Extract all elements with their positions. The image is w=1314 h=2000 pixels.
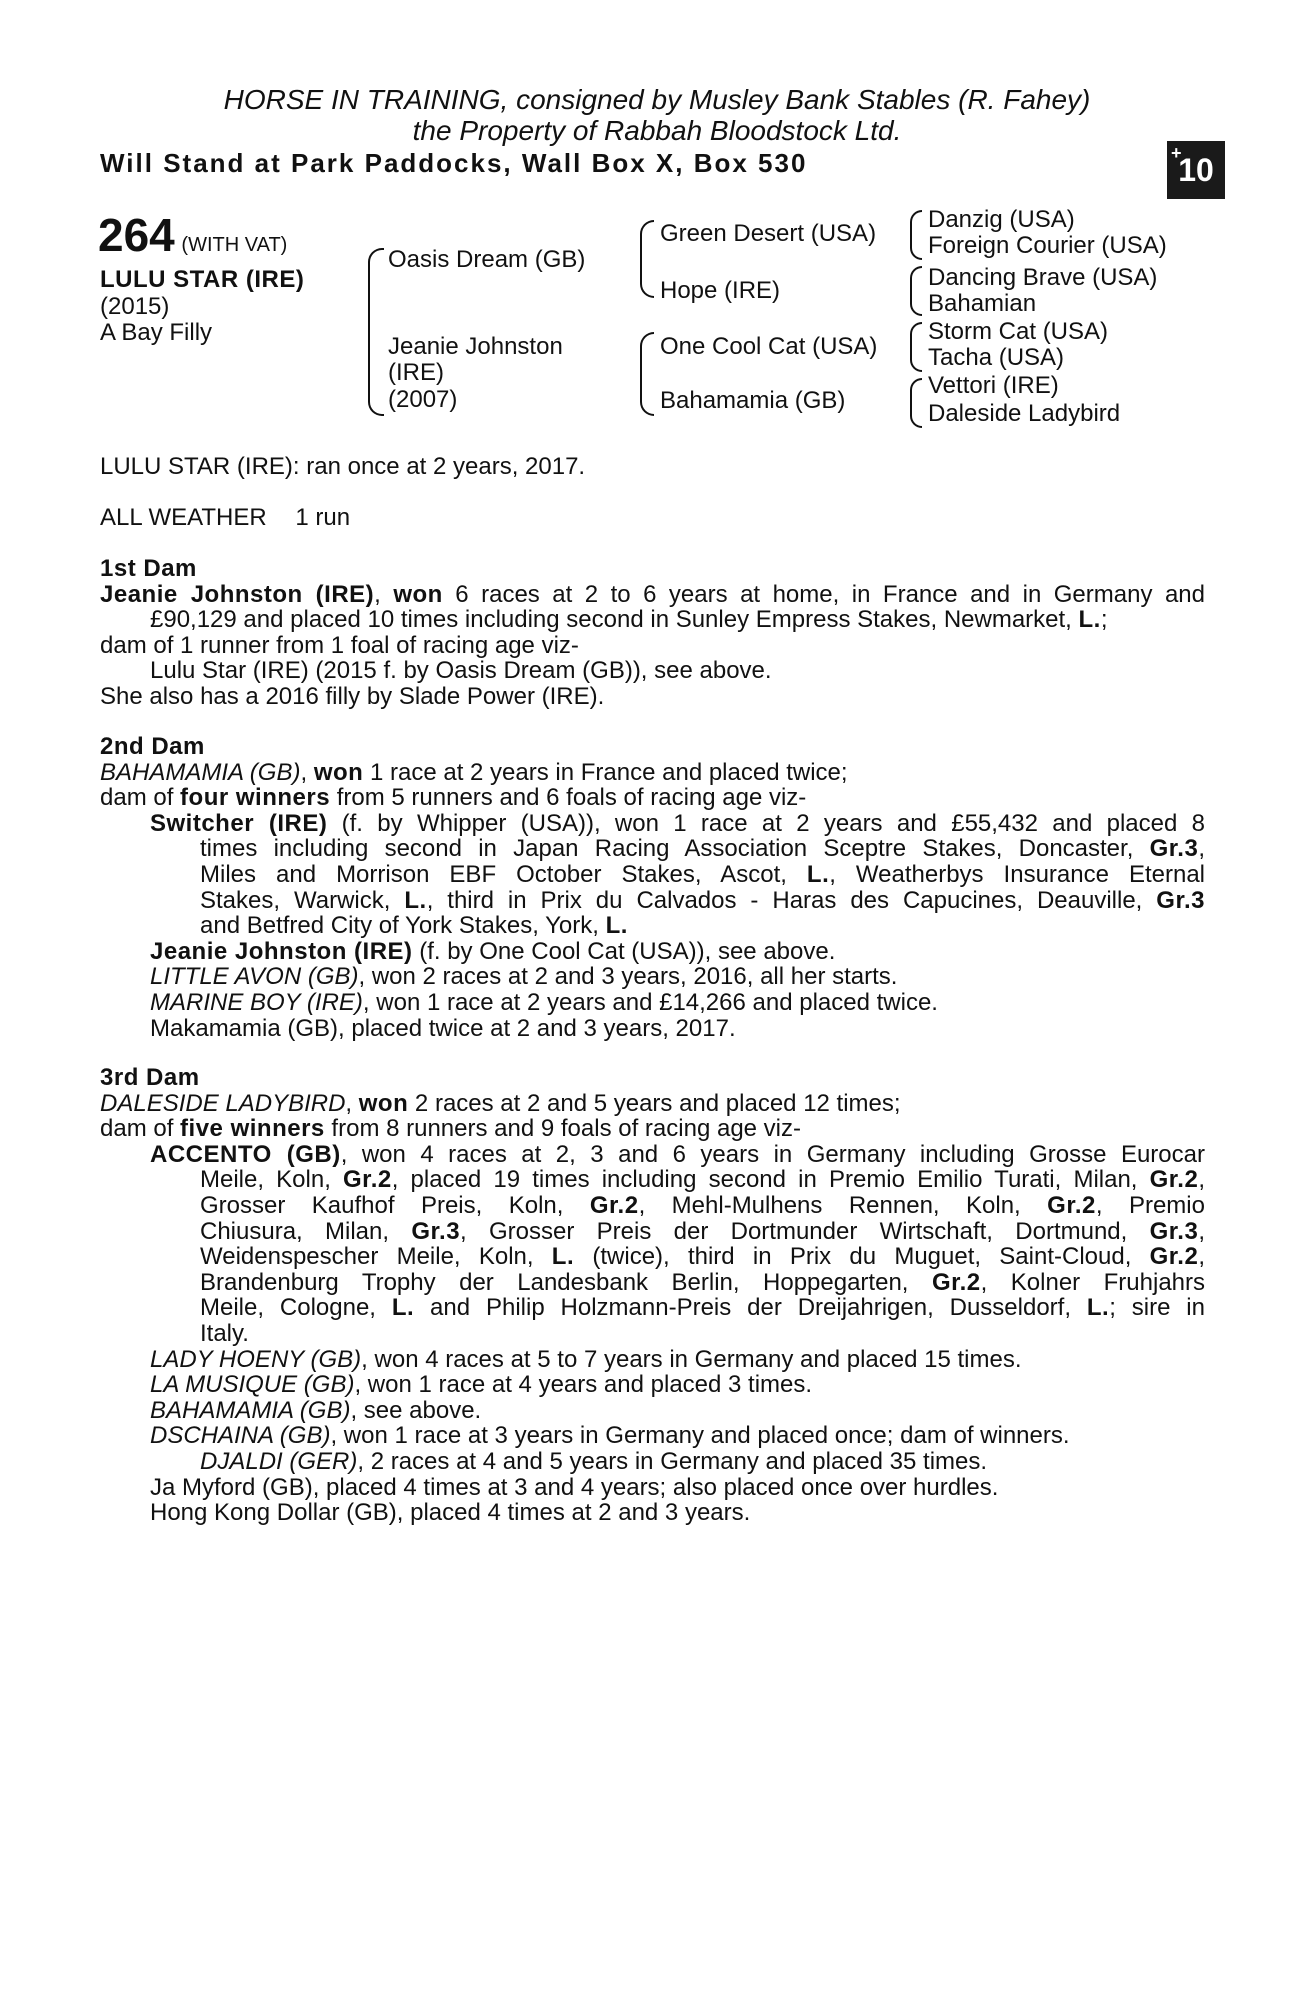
produce-name: Jeanie Johnston (IRE) <box>150 937 413 965</box>
third-dam-name: DALESIDE LADYBIRD <box>100 1089 346 1117</box>
produce-text: , <box>1198 1217 1205 1245</box>
first-dam-text: 6 races at 2 to 6 years at home, in France and in Germany and <box>442 580 1205 608</box>
second-dam-section <box>100 734 1205 1041</box>
first-dam-line: dam of 1 runner from 1 foal of racing age viz- <box>100 631 579 659</box>
produce-entry-cont <box>100 836 1205 862</box>
lot-year: (2015) <box>100 293 170 320</box>
lot-name: LULU STAR (IRE) <box>100 266 305 293</box>
produce-name: ACCENTO (GB) <box>150 1140 341 1168</box>
produce-text: , 2 races at 4 and 5 years in Germany and placed 35 times. <box>357 1447 988 1475</box>
produce-entry-cont <box>100 913 1205 939</box>
produce-text: , won 1 race at 3 years in Germany and placed once; dam of winners. <box>330 1422 1070 1450</box>
pedigree-sd: Hope (IRE) <box>660 277 781 304</box>
produce-text: , won 2 races at 2 and 3 years, 2016, all her starts. <box>358 963 898 991</box>
produce-text: times including second in Japan Racing Association Sceptre Stakes, Doncaster, <box>200 835 1150 863</box>
first-dam-section <box>100 556 1205 710</box>
produce-name: DJALDI (GER) <box>200 1447 358 1475</box>
produce-entry: Makamamia (GB), placed twice at 2 and 3 years, 2017. <box>150 1014 736 1042</box>
produce-entry <box>100 1398 1205 1424</box>
grade-label: Gr.3 <box>1149 1217 1199 1245</box>
produce-entry: Hong Kong Dollar (GB), placed 4 times at 2 and 3 years. <box>150 1499 751 1527</box>
produce-entry-cont <box>100 1244 1205 1270</box>
second-dam-text: dam of <box>100 784 181 812</box>
third-dam-line: DALESIDE LADYBIRD, won 2 races at 2 and 5 years and placed 12 times; <box>100 1089 901 1117</box>
header-location: Will Stand at Park Paddocks, Wall Box X, Box 530 <box>100 148 808 178</box>
produce-text: , Kolner Fruhjahrs <box>980 1268 1205 1296</box>
produce-text: , <box>1198 1243 1205 1271</box>
listed-label: L. <box>551 1243 575 1271</box>
produce-entry-cont <box>100 1219 1205 1245</box>
first-dam-line: She also has a 2016 filly by Slade Power (IRE). <box>100 682 605 710</box>
lot-vat: (WITH VAT) <box>181 234 288 256</box>
pedigree-dam-line3: (2007) <box>388 386 458 413</box>
pedigree-ss: Green Desert (USA) <box>660 220 877 247</box>
second-dam-line: BAHAMAMIA (GB), won 1 race at 2 years in France and placed twice; <box>100 758 848 786</box>
produce-text: (twice), third in Prix du Muguet, Saint-Cloud, <box>574 1243 1150 1271</box>
produce-name: LITTLE AVON (GB) <box>150 963 359 991</box>
pedigree-ssd: Foreign Courier (USA) <box>928 232 1167 259</box>
produce-name: BAHAMAMIA (GB) <box>150 1396 351 1424</box>
race-record: LULU STAR (IRE): ran once at 2 years, 2017. <box>100 453 586 480</box>
listed-label: L. <box>806 860 830 888</box>
produce-text: Meile, Cologne, <box>200 1294 392 1322</box>
brace-gen3-2 <box>910 266 922 316</box>
produce-text: , placed 19 times including second in Premio Emilio Turati, Milan, <box>391 1166 1150 1194</box>
pedigree-dam-line1: Jeanie Johnston <box>388 333 563 360</box>
grade-label: Gr.2 <box>589 1191 639 1219</box>
produce-text: Miles and Morrison EBF October Stakes, Ascot, <box>200 860 807 888</box>
first-dam-line: Jeanie Johnston (IRE), won 6 races at 2 to 6 years at home, in France and in Germany and <box>100 580 1205 608</box>
produce-text: , <box>1198 1166 1205 1194</box>
lot-badge <box>1167 141 1225 199</box>
produce-entry-cont: Italy. <box>200 1319 249 1347</box>
produce-text: Grosser Kaufhof Preis, Koln, <box>200 1191 590 1219</box>
won-label: won <box>358 1089 409 1117</box>
pedigree-dss: Storm Cat (USA) <box>928 318 1109 345</box>
grade-label: Gr.3 <box>1156 886 1205 914</box>
lot-description: A Bay Filly <box>100 319 213 346</box>
grade-label: Gr.2 <box>343 1166 392 1194</box>
surface-record <box>100 504 350 532</box>
won-label: won <box>393 580 443 608</box>
produce-text: Stakes, Warwick, <box>200 886 405 914</box>
brace-gen1 <box>368 248 384 416</box>
pedigree-sss: Danzig (USA) <box>928 206 1075 233</box>
pedigree-sire: Oasis Dream (GB) <box>388 246 586 273</box>
pedigree-dam-line2: (IRE) <box>388 359 444 386</box>
produce-name: MARINE BOY (IRE) <box>150 988 363 1016</box>
produce-name: LA MUSIQUE (GB) <box>150 1371 355 1399</box>
produce-entry-cont <box>100 1193 1205 1219</box>
brace-gen3-3 <box>910 322 922 372</box>
third-dam-line <box>100 1116 1205 1142</box>
pedigree-sds: Dancing Brave (USA) <box>928 264 1158 291</box>
produce-entry: Ja Myford (GB), placed 4 times at 3 and 4 years; also placed once over hurdles. <box>150 1473 999 1501</box>
produce-entry <box>100 1372 1205 1398</box>
grade-label: Gr.2 <box>1047 1191 1096 1219</box>
second-dam-line <box>100 785 1205 811</box>
first-dam-text: £90,129 and placed 10 times including second in Sunley Empress Stakes, Newmarket, <box>150 606 1079 634</box>
produce-name: LADY HOENY (GB) <box>150 1345 362 1373</box>
third-dam-heading: 3rd Dam <box>100 1064 200 1091</box>
first-dam-heading: 1st Dam <box>100 555 197 582</box>
produce-text: , Premio <box>1095 1191 1205 1219</box>
second-dam-heading: 2nd Dam <box>100 733 205 760</box>
header-consignor: HORSE IN TRAINING, consigned by Musley Bank Stables (R. Fahey) <box>223 84 1091 115</box>
produce-text: , third in Prix du Calvados - Haras des Capucines, Deauville, <box>426 886 1157 914</box>
second-dam-text: from 5 runners and 6 foals of racing age viz- <box>330 784 807 812</box>
lot-number: 264 <box>98 209 175 261</box>
produce-entry-cont <box>100 1295 1205 1321</box>
produce-text: , Mehl-Mulhens Rennen, Koln, <box>638 1191 1048 1219</box>
brace-gen3-1 <box>910 210 922 260</box>
produce-entry <box>100 1142 1205 1168</box>
produce-text: and Philip Holzmann-Preis der Dreijahrigen, Dusseldorf, <box>414 1294 1087 1322</box>
grandproduce-entry <box>100 1449 1205 1475</box>
produce-text: Brandenburg Trophy der Landesbank Berlin, Hoppegarten, <box>200 1268 932 1296</box>
second-dam-name: BAHAMAMIA (GB) <box>100 758 301 786</box>
listed-label: L. <box>1078 606 1101 634</box>
first-dam-name: Jeanie Johnston (IRE) <box>100 580 375 608</box>
pedigree-ddd: Daleside Ladybird <box>928 400 1121 427</box>
produce-entry <box>100 811 1205 837</box>
won-label: won <box>313 758 364 786</box>
produce-text: (f. by Whipper (USA)), won 1 race at 2 years and £55,432 and placed 8 <box>327 809 1206 837</box>
third-dam-text: from 8 runners and 9 foals of racing age viz- <box>324 1115 802 1143</box>
brace-gen3-4 <box>910 378 922 428</box>
winners-count: four winners <box>180 784 331 812</box>
grade-label: Gr.2 <box>931 1268 981 1296</box>
produce-text: , Weatherbys Insurance Eternal <box>829 860 1206 888</box>
produce-text: Meile, Koln, <box>200 1166 344 1194</box>
produce-entry <box>100 1423 1205 1449</box>
produce-text: , Grosser Preis der Dortmunder Wirtschaft, Dortmund, <box>460 1217 1150 1245</box>
produce-entry-cont <box>100 1167 1205 1193</box>
lot-heading <box>98 208 287 262</box>
second-dam-text: 1 race at 2 years in France and placed twice; <box>363 758 848 786</box>
pedigree-dd: Bahamamia (GB) <box>660 387 846 414</box>
produce-name: DSCHAINA (GB) <box>150 1422 331 1450</box>
produce-text: ; sire in <box>1109 1294 1205 1322</box>
brace-gen2-sire <box>640 220 654 298</box>
third-dam-section <box>100 1065 1205 1526</box>
pedigree-sdd: Bahamian <box>928 290 1037 317</box>
pedigree-dds: Vettori (IRE) <box>928 372 1059 399</box>
produce-text: , won 4 races at 5 to 7 years in Germany and placed 15 times. <box>361 1345 1022 1373</box>
pedigree-ds: One Cool Cat (USA) <box>660 333 878 360</box>
produce-entry <box>100 964 1205 990</box>
grade-label: Gr.2 <box>1149 1243 1199 1271</box>
produce-text: , won 1 race at 2 years and £14,266 and placed twice. <box>362 988 938 1016</box>
brace-gen2-dam <box>640 332 654 416</box>
pedigree-dsd: Tacha (USA) <box>928 344 1065 371</box>
surface-label: ALL WEATHER <box>100 504 267 531</box>
first-dam-line <box>100 607 1205 633</box>
produce-text: , <box>1198 835 1205 863</box>
produce-entry-cont <box>100 862 1205 888</box>
produce-entry-cont <box>100 888 1205 914</box>
winners-count: five winners <box>180 1115 325 1143</box>
grade-label: Gr.3 <box>1149 835 1199 863</box>
produce-entry <box>100 990 1205 1016</box>
produce-text: , see above. <box>350 1396 482 1424</box>
produce-text: Weidenspescher Meile, Koln, <box>200 1243 552 1271</box>
grade-label: Gr.2 <box>1149 1166 1199 1194</box>
badge-number: 10 <box>1178 151 1214 188</box>
produce-text: (f. by One Cool Cat (USA)), see above. <box>412 937 836 965</box>
listed-label: L. <box>1086 1294 1110 1322</box>
produce-entry-cont <box>100 1270 1205 1296</box>
listed-label: L. <box>605 912 628 940</box>
produce-text: Chiusura, Milan, <box>200 1217 412 1245</box>
third-dam-text: 2 races at 2 and 5 years and placed 12 times; <box>408 1089 901 1117</box>
badge-plus: + <box>1171 143 1182 163</box>
produce-text: and Betfred City of York Stakes, York, <box>200 912 606 940</box>
produce-name: Switcher (IRE) <box>150 809 328 837</box>
listed-label: L. <box>391 1294 415 1322</box>
produce-text: , won 1 race at 4 years and placed 3 times. <box>354 1371 813 1399</box>
produce-entry <box>100 1347 1205 1373</box>
listed-label: L. <box>404 886 427 914</box>
produce-entry <box>100 939 1205 965</box>
surface-runs: 1 run <box>295 504 351 531</box>
produce-entry: Lulu Star (IRE) (2015 f. by Oasis Dream (GB)), see above. <box>150 657 772 685</box>
third-dam-text: dam of <box>100 1115 181 1143</box>
grade-label: Gr.3 <box>411 1217 461 1245</box>
produce-text: , won 4 races at 2, 3 and 6 years in Germany including Grosse Eurocar <box>340 1140 1205 1168</box>
first-dam-text: ; <box>1100 606 1108 634</box>
header-property: the Property of Rabbah Bloodstock Ltd. <box>412 115 902 146</box>
